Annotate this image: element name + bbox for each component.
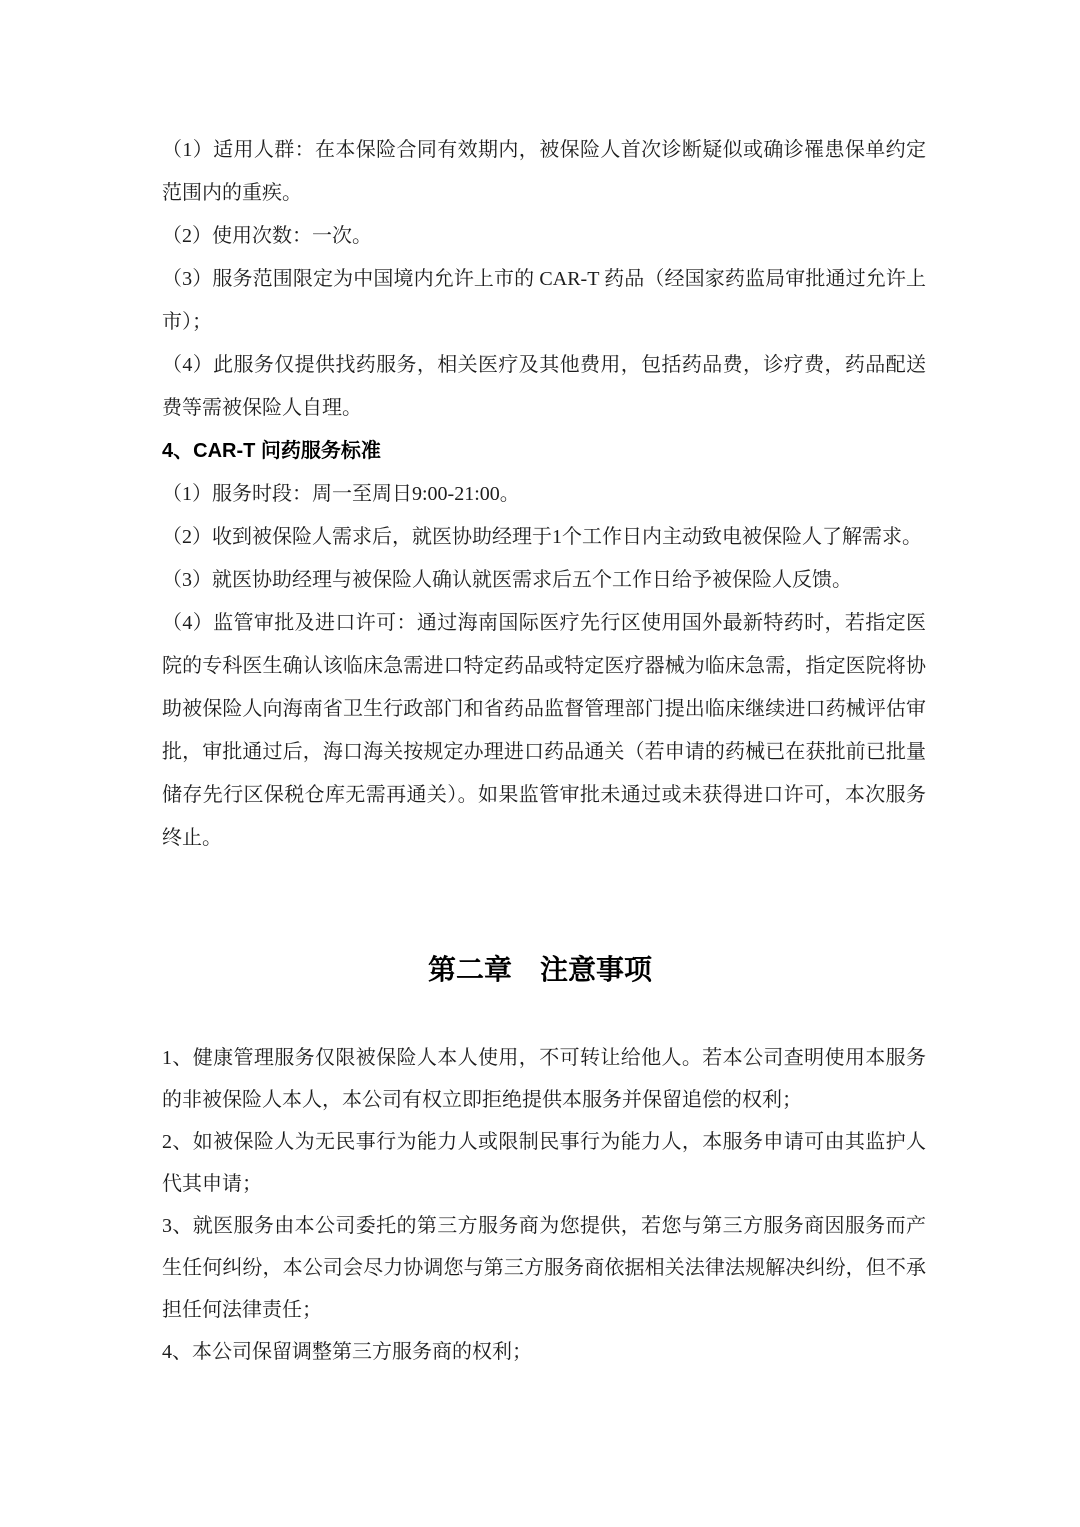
standard-service-hours: （1）服务时段：周一至周日9:00-21:00。 <box>162 483 520 505</box>
clause-applicable-population: （1）适用人群：在本保险合同有效期内，被保险人首次诊断疑似或确诊罹患保单约定范围内的重疾。 <box>162 139 926 204</box>
note-guardian-application: 2、如被保险人为无民事行为能力人或限制民事行为能力人，本服务申请可由其监护人代其申请； <box>162 1131 926 1195</box>
clause-service-limit: （4）此服务仅提供找药服务，相关医疗及其他费用，包括药品费，诊疗费，药品配送费等需被保险人自理。 <box>162 354 926 419</box>
standard-response-time: （2）收到被保险人需求后，就医协助经理于1个工作日内主动致电被保险人了解需求。 <box>162 526 922 548</box>
note-third-party-provider: 3、就医服务由本公司委托的第三方服务商为您提供，若您与第三方服务商因服务而产生任何纠纷，本公司会尽力协调您与第三方服务商依据相关法律法规解决纠纷，但不承担任何法律责任； <box>162 1215 926 1321</box>
standard-feedback-time: （3）就医协助经理与被保险人确认就医需求后五个工作日给予被保险人反馈。 <box>162 569 852 591</box>
clause-usage-count: （2）使用次数：一次。 <box>162 225 372 247</box>
note-personal-use-only: 1、健康管理服务仅限被保险人本人使用，不可转让给他人。若本公司查明使用本服务的非被保险人本人，本公司有权立即拒绝提供本服务并保留追偿的权利； <box>162 1047 926 1111</box>
clause-service-scope: （3）服务范围限定为中国境内允许上市的 CAR-T 药品（经国家药监局审批通过允许上市）； <box>162 268 926 333</box>
cart-service-section <box>162 129 926 860</box>
cart-standards-heading: 4、CAR-T 问药服务标准 <box>162 440 381 462</box>
chapter-2-title: 第二章 注意事项 <box>427 955 652 986</box>
chapter-2-notes-section <box>162 1037 926 1373</box>
note-provider-adjustment-right: 4、本公司保留调整第三方服务商的权利； <box>162 1341 532 1363</box>
standard-regulatory-approval: （4）监管审批及进口许可：通过海南国际医疗先行区使用国外最新特药时，若指定医院的专科医生确认该临床急需进口特定药品或特定医疗器械为临床急需，指定医院将协助被保险人向海南省卫生行政部门和省药品监督管理部门提出临床继续进口药械评估审批，审批通过后，海口海关按规定办理进口药品通关（若申请的药械已在获批前已批量储存先行区保税仓库无需再通关）。如果监管审批未通过或未获得进口许可，本次服务终止。 <box>162 612 926 849</box>
